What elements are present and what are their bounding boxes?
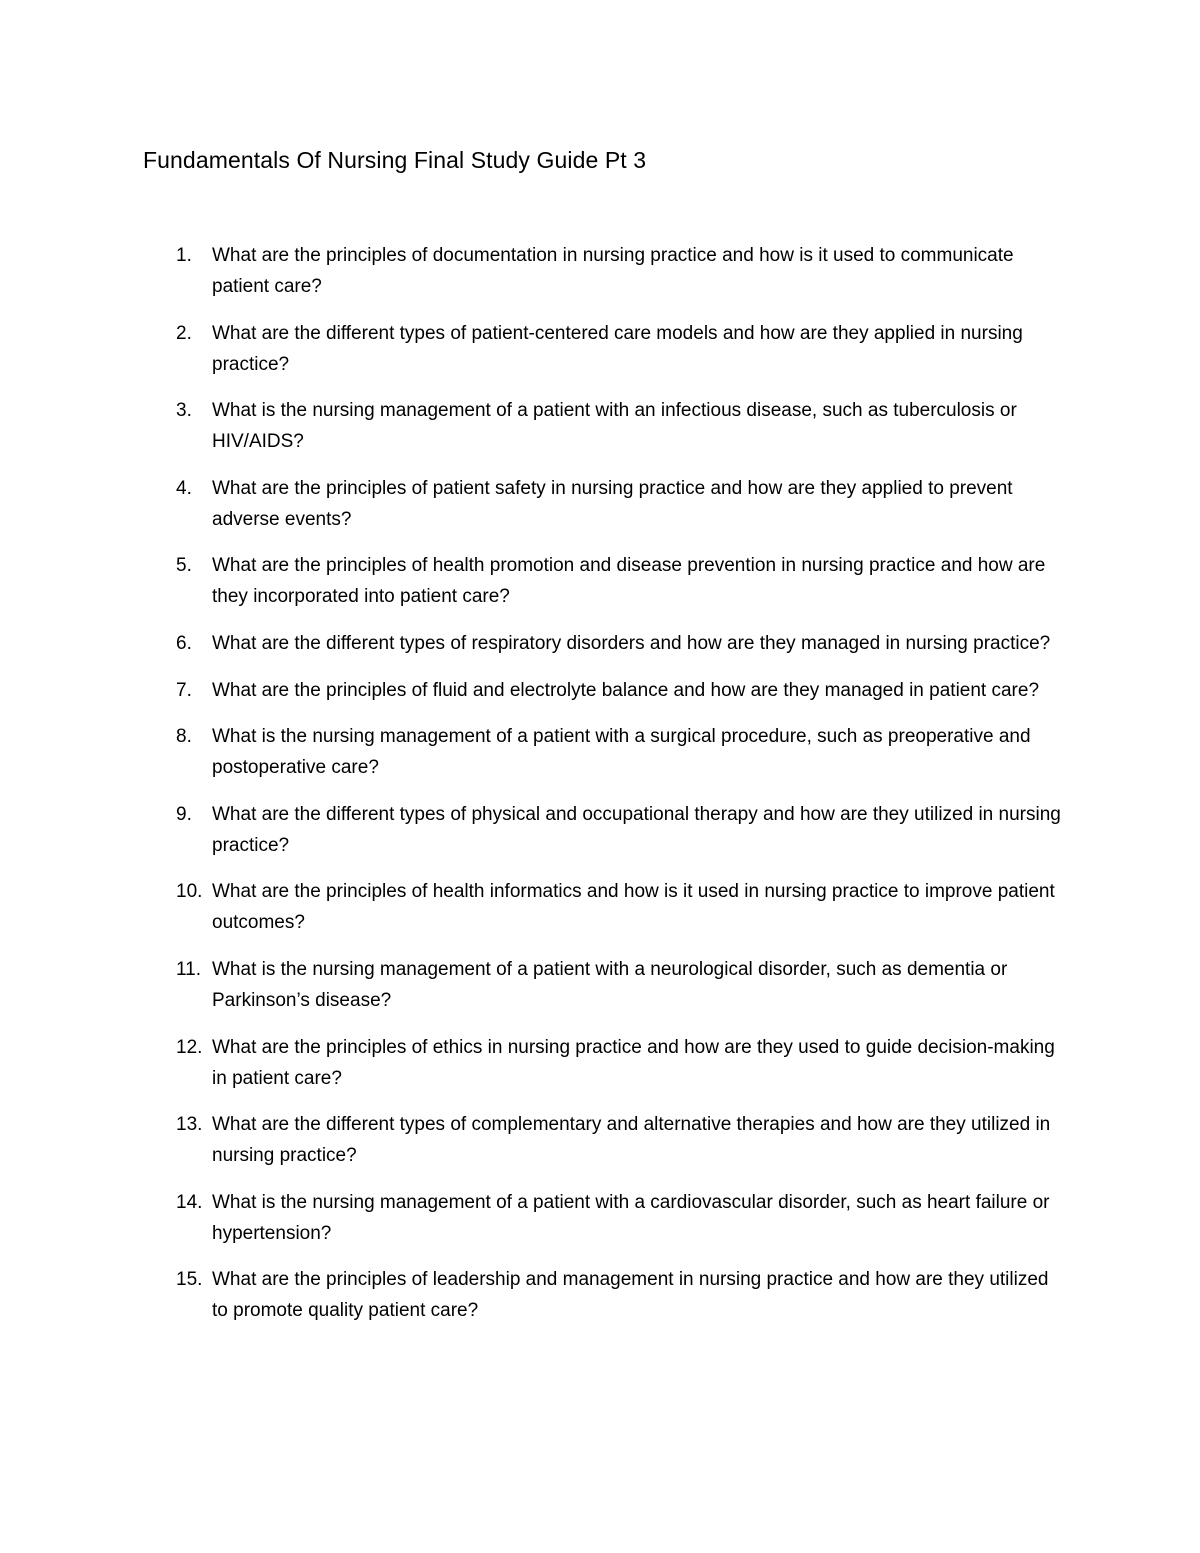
question-text: What is the nursing management of a patient with a cardiovascular disorder, such as heart failure or hypertension? — [212, 1191, 1050, 1244]
question-text: What are the different types of respiratory disorders and how are they managed in nursing practice? — [212, 632, 1051, 654]
question-text: What are the principles of ethics in nursing practice and how are they used to guide decision-making in patient care? — [212, 1036, 1055, 1089]
question-text: What are the principles of health informatics and how is it used in nursing practice to improve patient outcomes? — [212, 881, 1055, 934]
question-item — [0, 473, 1062, 535]
question-number: 1. — [176, 245, 192, 266]
question-item — [0, 318, 1062, 380]
question-number: 7. — [176, 679, 192, 701]
question-list — [0, 240, 1200, 1342]
question-number: 15. — [176, 1269, 203, 1291]
question-item — [0, 628, 1062, 659]
question-item — [0, 799, 1062, 861]
question-number: 3. — [176, 400, 192, 422]
question-item — [0, 721, 1062, 783]
question-text: What are the different types of complementary and alternative therapies and how are they utilized in nursing practice? — [212, 1114, 1051, 1167]
question-item — [0, 1187, 1062, 1249]
question-text: What are the different types of physical and occupational therapy and how are they utilized in nursing practice? — [212, 803, 1061, 856]
question-item — [0, 1032, 1062, 1094]
question-number: 12. — [176, 1036, 203, 1058]
question-number: 8. — [176, 726, 192, 748]
question-number: 6. — [176, 632, 192, 654]
page-title: Fundamentals Of Nursing Final Study Guide Pt 3 — [143, 147, 647, 173]
question-number: 13. — [176, 1114, 203, 1136]
question-text: What is the nursing management of a patient with an infectious disease, such as tuberculosis or HIV/AIDS? — [212, 400, 1017, 453]
question-number: 5. — [176, 555, 192, 577]
question-item — [0, 876, 1062, 938]
question-item — [0, 395, 1062, 457]
question-text: What is the nursing management of a patient with a surgical procedure, such as preoperative and postoperative care? — [212, 726, 1031, 779]
question-text: What are the principles of leadership and management in nursing practice and how are they utilized to promote quality patient care? — [212, 1269, 1049, 1322]
question-text: What are the different types of patient-centered care models and how are they applied in nursing practice? — [212, 322, 1023, 375]
question-item — [0, 550, 1062, 612]
question-number: 2. — [176, 322, 192, 344]
question-text: What are the principles of patient safety in nursing practice and how are they applied to prevent adverse events? — [212, 477, 1013, 530]
question-text: What are the principles of health promotion and disease prevention in nursing practice and how are they incorporated into patient care? — [212, 555, 1046, 608]
question-text: What is the nursing management of a patient with a neurological disorder, such as dementia or Parkinson’s disease? — [212, 958, 1008, 1011]
question-text: What are the principles of documentation in nursing practice and how is it used to communicate patient care? — [212, 245, 1014, 297]
question-number: 9. — [176, 803, 192, 825]
question-item — [0, 1264, 1062, 1326]
question-number: 4. — [176, 477, 192, 499]
question-item — [0, 1109, 1062, 1171]
question-text: What are the principles of fluid and electrolyte balance and how are they managed in patient care? — [212, 679, 1040, 701]
question-number: 14. — [176, 1191, 203, 1213]
question-number: 11. — [176, 958, 202, 980]
question-number: 10. — [176, 881, 203, 903]
question-item — [0, 240, 1062, 302]
question-item — [0, 675, 1062, 706]
question-item — [0, 954, 1062, 1016]
